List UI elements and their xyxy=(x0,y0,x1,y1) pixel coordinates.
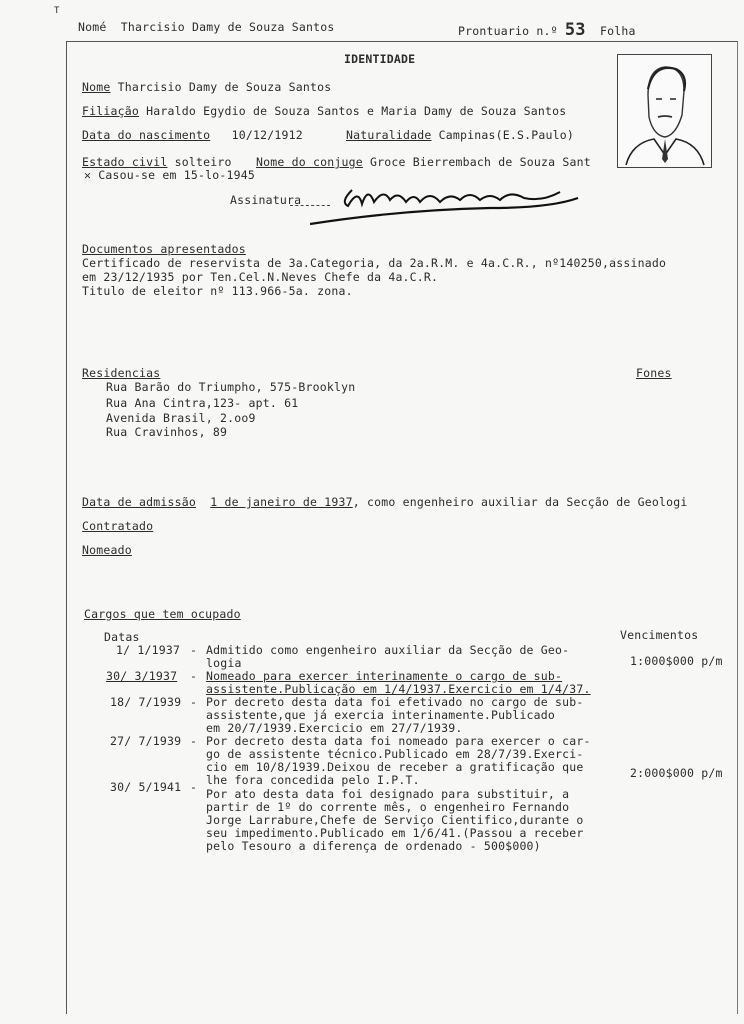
nome-row: Nome Tharcisio Damy de Souza Santos xyxy=(82,80,332,94)
contratado-label: Contratado xyxy=(82,519,154,533)
cargo-line: assistente,que já exercia interinamente.Publicado xyxy=(206,708,556,722)
residencia-item: Rua Barão do Triumpho, 575-Brooklyn xyxy=(106,380,356,394)
cargo-dash: - xyxy=(190,669,198,683)
header-prontuario: Prontuario n.º 53 Folha xyxy=(458,20,636,40)
documentos-line: Titulo de eleitor nº 113.966-5a. zona. xyxy=(82,284,353,298)
prontuario-number: 53 xyxy=(564,20,586,40)
nascimento-row: Data do nascimento 10/12/1912 xyxy=(82,128,303,142)
conjuge-row: Nome do conjuge Groce Bierrembach de Souza Sant xyxy=(256,155,591,169)
vencimentos-label: Vencimentos xyxy=(620,628,699,642)
cargo-date: 27/ 7/1939 xyxy=(110,734,182,748)
cargo-date: 1/ 1/1937 xyxy=(116,643,181,657)
residencias-title: Residencias xyxy=(82,366,161,380)
cargo-dash: - xyxy=(190,695,198,709)
vencimento-value: 2:000$000 p/m xyxy=(630,766,723,780)
cargo-line: lhe fora concedida pelo I.P.T. xyxy=(206,773,420,787)
cargo-line: Por decreto desta data foi efetivado no cargo de sub- xyxy=(206,695,584,709)
cargo-line: go de assistente técnico.Publicado em 28/7/39.Exerci- xyxy=(206,747,584,761)
cargo-line: Por decreto desta data foi nomeado para exercer o car- xyxy=(206,734,591,748)
cargo-dash: - xyxy=(190,734,198,748)
portrait-photo xyxy=(617,54,712,168)
cargo-dash: - xyxy=(190,643,198,657)
vencimento-value: 1:000$000 p/m xyxy=(630,654,723,668)
documentos-line: Certificado de reservista de 3a.Categoria, da 2a.R.M. e 4a.C.R., nº140250,assinado xyxy=(82,256,667,270)
cargo-line: Por ato desta data foi designado para substituir, a xyxy=(206,787,570,801)
identidade-title: IDENTIDADE xyxy=(344,52,416,66)
datas-label: Datas xyxy=(104,630,140,644)
fones-label: Fones xyxy=(636,366,672,380)
assinatura-label: Assinatura xyxy=(230,193,302,207)
cargo-line: logia xyxy=(206,656,242,670)
cargo-line: seu impedimento.Publicado em 1/6/41.(Passou a receber xyxy=(206,826,584,840)
residencia-item: Rua Ana Cintra,123- apt. 61 xyxy=(106,396,299,410)
cargo-line: assistente.Publicação em 1/4/1937.Exercicio em 1/4/37. xyxy=(206,682,591,696)
cargo-line: Admitido como engenheiro auxiliar da Secção de Geo- xyxy=(206,643,570,657)
filiacao-row: Filiação Haraldo Egydio de Souza Santos e Maria Damy de Souza Santos xyxy=(82,104,567,118)
frame-top-rule xyxy=(66,41,736,42)
casou-note: ✕ Casou-se em 15-lo-1945 xyxy=(84,168,255,182)
admissao-row: Data de admissão 1 de janeiro de 1937, como engenheiro auxiliar da Secção de Geologi xyxy=(82,495,688,509)
estado-civil-row: Estado civil solteiro xyxy=(82,155,232,169)
cargo-line: pelo Tesouro a diferença de ordenado - 500$000) xyxy=(206,839,541,853)
cargo-dash: - xyxy=(190,780,198,794)
corner-mark: T xyxy=(54,6,60,16)
naturalidade-row: Naturalidade Campinas(E.S.Paulo) xyxy=(346,128,574,142)
cargo-date: 30/ 3/1937 xyxy=(106,669,178,683)
nomeado-label: Nomeado xyxy=(82,543,132,557)
handwritten-signature xyxy=(310,180,590,230)
cargo-line: Jorge Larrabure,Chefe de Serviço Cientifico,durante o xyxy=(206,813,584,827)
header-nome: Nomé Tharcisio Damy de Souza Santos xyxy=(78,20,335,34)
cargos-title: Cargos que tem ocupado xyxy=(84,607,241,621)
cargo-date: 30/ 5/1941 xyxy=(110,780,182,794)
cargo-line: cio em 10/8/1939.Deixou de receber a gratificação que xyxy=(206,760,584,774)
residencia-item: Rua Cravinhos, 89 xyxy=(106,425,228,439)
cargo-line: partir de 1º do corrente mês, o engenheiro Fernando xyxy=(206,800,570,814)
documentos-title: Documentos apresentados xyxy=(82,242,246,256)
documentos-line: em 23/12/1935 por Ten.Cel.N.Neves Chefe da 4a.C.R. xyxy=(82,270,439,284)
cargo-date: 18/ 7/1939 xyxy=(110,695,182,709)
cargo-line: Nomeado para exercer interinamente o cargo de sub- xyxy=(206,669,563,683)
cargo-line: em 20/7/1939.Exercicio em 27/7/1939. xyxy=(206,721,463,735)
residencia-item: Avenida Brasil, 2.oo9 xyxy=(106,411,256,425)
